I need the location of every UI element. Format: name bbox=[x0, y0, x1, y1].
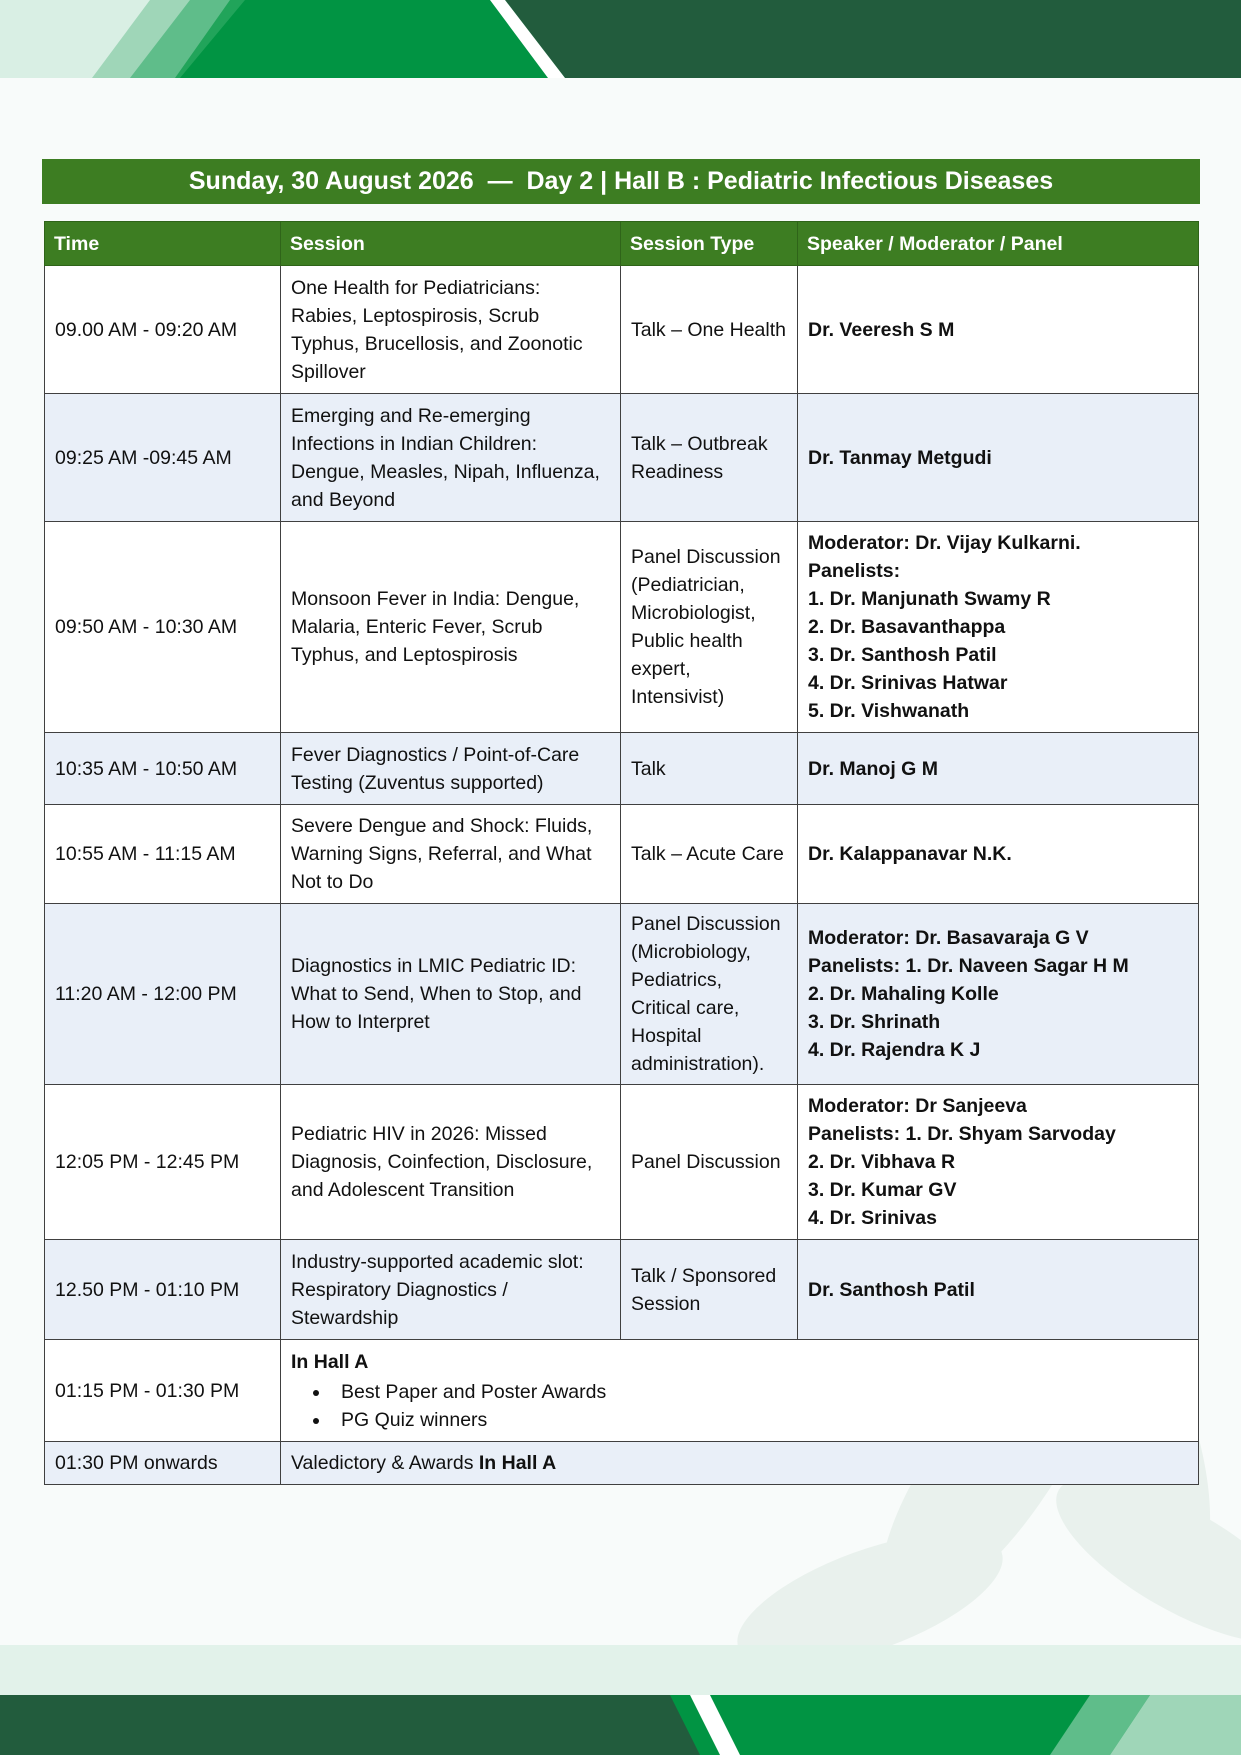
awards-row bbox=[45, 1340, 1199, 1442]
panelist-line: 2. Dr. Mahaling Kolle bbox=[808, 983, 999, 1005]
table-row bbox=[45, 805, 1199, 904]
schedule-table bbox=[44, 221, 1199, 1485]
cell-speaker bbox=[798, 522, 1199, 733]
cell-valedictory bbox=[281, 1442, 1199, 1485]
cell-type: Panel Discussion (Pediatrician, Microbiologist, Public health expert, Intensivist) bbox=[621, 522, 798, 733]
column-header-time: Time bbox=[45, 222, 281, 266]
cell-time: 10:35 AM - 10:50 AM bbox=[45, 733, 281, 805]
cell-time: 09:50 AM - 10:30 AM bbox=[45, 522, 281, 733]
cell-type: Talk – Acute Care bbox=[621, 805, 798, 904]
speaker-line: Dr. Manoj G M bbox=[808, 757, 939, 780]
panelist-line: 4. Dr. Srinivas Hatwar bbox=[808, 672, 1008, 694]
cell-speaker bbox=[798, 733, 1199, 805]
cell-session: Pediatric HIV in 2026: Missed Diagnosis, Coinfection, Disclosure, and Adolescent Transition bbox=[281, 1085, 621, 1240]
cell-session: Emerging and Re-emerging Infections in Indian Children: Dengue, Measles, Nipah, Influenza, and Beyond bbox=[281, 394, 621, 522]
awards-list bbox=[291, 1378, 1188, 1434]
cell-type: Talk / Sponsored Session bbox=[621, 1240, 798, 1340]
panelist-line: 3. Dr. Kumar GV bbox=[808, 1179, 957, 1201]
cell-session: Monsoon Fever in India: Dengue, Malaria, Enteric Fever, Scrub Typhus, and Leptospirosis bbox=[281, 522, 621, 733]
table-row bbox=[45, 522, 1199, 733]
table-header-row bbox=[45, 222, 1199, 266]
panelists-line: Panelists: bbox=[808, 560, 901, 582]
panelist-line: 2. Dr. Basavanthappa bbox=[808, 616, 1006, 638]
cell-speaker bbox=[798, 904, 1199, 1085]
speaker-line: Dr. Santhosh Patil bbox=[808, 1278, 975, 1301]
panelist-line: 4. Dr. Rajendra K J bbox=[808, 1039, 981, 1061]
cell-time: 11:20 AM - 12:00 PM bbox=[45, 904, 281, 1085]
cell-time: 01:15 PM - 01:30 PM bbox=[45, 1340, 281, 1442]
cell-session: Diagnostics in LMIC Pediatric ID: What to Send, When to Stop, and How to Interpret bbox=[281, 904, 621, 1085]
panelists-line: Panelists: 1. Dr. Shyam Sarvoday bbox=[808, 1123, 1116, 1145]
column-header-session: Session bbox=[281, 222, 621, 266]
table-row bbox=[45, 266, 1199, 394]
column-header-speaker: Speaker / Moderator / Panel bbox=[798, 222, 1199, 266]
cell-speaker bbox=[798, 805, 1199, 904]
table-row bbox=[45, 394, 1199, 522]
panelist-line: 3. Dr. Shrinath bbox=[808, 1011, 941, 1033]
cell-speaker bbox=[798, 1085, 1199, 1240]
table-row bbox=[45, 733, 1199, 805]
cell-type: Panel Discussion bbox=[621, 1085, 798, 1240]
list-item: • PG Quiz winners bbox=[331, 1406, 1188, 1434]
cell-time: 10:55 AM - 11:15 AM bbox=[45, 805, 281, 904]
column-header-session-type: Session Type bbox=[621, 222, 798, 266]
panelists-line: Panelists: 1. Dr. Naveen Sagar H M bbox=[808, 955, 1129, 977]
speaker-line: Dr. Tanmay Metgudi bbox=[808, 446, 992, 469]
table-row bbox=[45, 1085, 1199, 1240]
panelist-line: 4. Dr. Srinivas bbox=[808, 1207, 937, 1229]
cell-time: 01:30 PM onwards bbox=[45, 1442, 281, 1485]
cell-type: Panel Discussion (Microbiology, Pediatrics, Critical care, Hospital administration). bbox=[621, 904, 798, 1085]
cell-session: Severe Dengue and Shock: Fluids, Warning Signs, Referral, and What Not to Do bbox=[281, 805, 621, 904]
cell-speaker bbox=[798, 266, 1199, 394]
page-title: Sunday, 30 August 2026 — Day 2 | Hall B : Pediatric Infectious Diseases bbox=[42, 159, 1200, 204]
cell-speaker bbox=[798, 1240, 1199, 1340]
cell-type: Talk – Outbreak Readiness bbox=[621, 394, 798, 522]
cell-session: Fever Diagnostics / Point-of-Care Testing (Zuventus supported) bbox=[281, 733, 621, 805]
cell-speaker bbox=[798, 394, 1199, 522]
cell-type: Talk – One Health bbox=[621, 266, 798, 394]
valedictory-text: Valedictory & Awards bbox=[291, 1452, 479, 1474]
valedictory-row bbox=[45, 1442, 1199, 1485]
awards-venue: In Hall A bbox=[291, 1350, 369, 1373]
panelist-line: 1. Dr. Manjunath Swamy R bbox=[808, 588, 1051, 610]
panelist-line: 5. Dr. Vishwanath bbox=[808, 700, 970, 722]
panelist-line: 3. Dr. Santhosh Patil bbox=[808, 644, 997, 666]
moderator-line: Moderator: Dr. Basavaraja G V bbox=[808, 927, 1089, 949]
speaker-line: Dr. Kalappanavar N.K. bbox=[808, 843, 1012, 865]
moderator-line: Moderator: Dr. Vijay Kulkarni. bbox=[808, 532, 1081, 554]
cell-time: 09:25 AM -09:45 AM bbox=[45, 394, 281, 522]
moderator-line: Moderator: Dr Sanjeeva bbox=[808, 1095, 1027, 1117]
cell-time: 09.00 AM - 09:20 AM bbox=[45, 266, 281, 394]
panelist-line: 2. Dr. Vibhava R bbox=[808, 1151, 956, 1173]
list-item: • Best Paper and Poster Awards bbox=[331, 1378, 1188, 1406]
table-row bbox=[45, 904, 1199, 1085]
cell-time: 12:05 PM - 12:45 PM bbox=[45, 1085, 281, 1240]
cell-time: 12.50 PM - 01:10 PM bbox=[45, 1240, 281, 1340]
speaker-line: Dr. Veeresh S M bbox=[808, 318, 955, 341]
valedictory-venue: In Hall A bbox=[478, 1452, 557, 1474]
table-row bbox=[45, 1240, 1199, 1340]
cell-type: Talk bbox=[621, 733, 798, 805]
cell-session: Industry-supported academic slot: Respiratory Diagnostics / Stewardship bbox=[281, 1240, 621, 1340]
cell-session: One Health for Pediatricians: Rabies, Leptospirosis, Scrub Typhus, Brucellosis, and Zoonotic Spillover bbox=[281, 266, 621, 394]
cell-awards bbox=[281, 1340, 1199, 1442]
